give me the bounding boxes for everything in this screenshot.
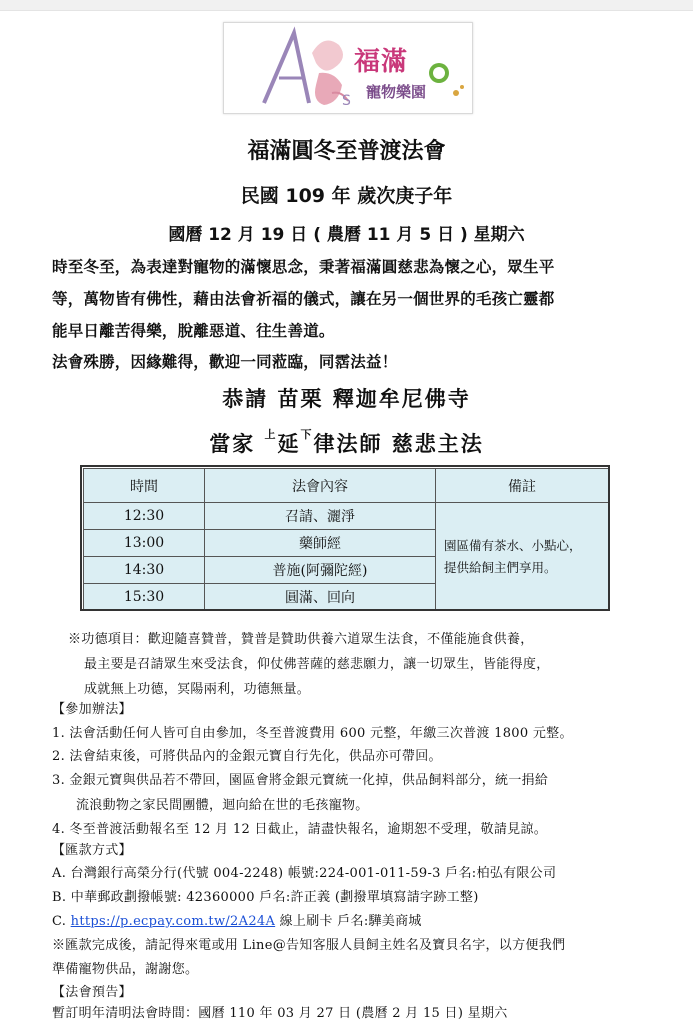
cell-time: 12:30 xyxy=(84,503,205,530)
cell-content: 召請、灑淨 xyxy=(205,503,436,530)
logo xyxy=(223,22,473,114)
preview-line: 暫訂明年清明法會時間：國曆 110 年 03 月 27 日 (農曆 2 月 15 日) 星期六 xyxy=(52,1006,508,1021)
schedule-table xyxy=(83,468,609,611)
host-name-b: 律法師 慈悲主法 xyxy=(313,431,484,456)
participate-item-3: 3. 金銀元寶與供品若不帶回，園區會將金銀元寶統一化掉，供品飼料部分，統一捐給 xyxy=(52,773,549,788)
participate-item-4: 4. 冬至普渡活動報名至 12 月 12 日截止，請盡快報名，逾期恕不受理，敬請見諒。 xyxy=(52,822,548,837)
participate-item-2: 2. 法會結束後，可將供品內的金銀元寶自行先化，供品亦可帶回。 xyxy=(52,749,442,764)
logo-text: 福滿 xyxy=(354,47,409,77)
cell-content: 藥師經 xyxy=(205,530,436,557)
ecpay-link[interactable]: https://p.ecpay.com.tw/2A24A xyxy=(70,914,276,929)
remit-c-suffix: 線上刷卡 戶名:驊美商城 xyxy=(275,914,422,929)
host-sup-2: 下 xyxy=(300,428,314,441)
event-title: 福滿圓冬至普渡法會 xyxy=(247,139,446,164)
cell-time: 15:30 xyxy=(84,584,205,611)
event-date: 國曆 12 月 19 日 ( 農曆 11 月 5 日 ) 星期六 xyxy=(168,225,525,245)
remit-option-a: A. 台灣銀行高榮分行(代號 004-2248) 帳號:224-001-011-59-3 戶名:柏弘有限公司 xyxy=(52,866,557,881)
merit-line-3: 成就無上功德，冥陽兩利，功德無量。 xyxy=(84,682,311,697)
logo-subtext: 寵物樂園 xyxy=(366,83,427,101)
logo-graphic xyxy=(224,23,472,113)
host-title: 當家 xyxy=(209,431,265,456)
participate-item-1: 1. 法會活動任何人皆可自由參加，冬至普渡費用 600 元整，年繳三次普渡 1800 元整。 xyxy=(52,726,573,741)
remit-note-1: ※匯款完成後，請記得來電或用 Line@告知客服人員飼主姓名及寶貝名字，以方便我們 xyxy=(52,938,566,953)
cell-time: 14:30 xyxy=(84,557,205,584)
col-header-content: 法會內容 xyxy=(205,469,436,503)
cell-content: 圓滿、回向 xyxy=(205,584,436,611)
intro-line-2: 等，萬物皆有佛性，藉由法會祈福的儀式，讓在另一個世界的毛孩亡靈都 xyxy=(52,290,555,308)
event-year: 民國 109 年 歲次庚子年 xyxy=(240,185,453,207)
host-sup-1: 上 xyxy=(264,428,278,441)
host-temple: 恭請 苗栗 釋迦牟尼佛寺 xyxy=(222,386,471,411)
remit-option-c xyxy=(52,910,422,929)
cell-time: 13:00 xyxy=(84,530,205,557)
intro-line-1: 時至冬至，為表達對寵物的滿懷思念，秉著福滿圓慈悲為懷之心，眾生平 xyxy=(52,258,555,276)
svg-text:S: S xyxy=(342,93,351,109)
col-header-note: 備註 xyxy=(436,469,609,503)
remit-note-2: 準備寵物供品，謝謝您。 xyxy=(52,962,199,977)
table-header-row xyxy=(84,469,609,503)
intro-line-4: 法會殊勝，因緣難得，歡迎一同蒞臨，同霑法益！ xyxy=(52,353,398,371)
merit-line-2: 最主要是召請眾生來受法食，仰仗佛菩薩的慈悲願力，讓一切眾生，皆能得度， xyxy=(84,657,550,672)
col-header-time: 時間 xyxy=(84,469,205,503)
cell-note xyxy=(436,503,609,611)
participate-item-3-cont: 流浪動物之家民間團體，迴向給在世的毛孩寵物。 xyxy=(76,798,369,813)
merit-line-1: ※功德項目：歡迎隨喜贊普，贊普是贊助供養六道眾生法食，不僅能施食供養， xyxy=(68,632,534,647)
table-row xyxy=(84,503,609,530)
intro-line-3: 能早日離苦得樂，脫離惡道、往生善道。 xyxy=(52,322,335,340)
note-line-1: 園區備有茶水、小點心， xyxy=(444,537,582,553)
host-name-a: 延 xyxy=(277,431,301,456)
remit-c-prefix: C. xyxy=(52,914,71,929)
note-line-2: 提供給飼主們享用。 xyxy=(444,559,557,575)
participate-heading: 【參加辦法】 xyxy=(52,702,132,717)
host-master xyxy=(0,428,693,458)
viewer-top-bar xyxy=(0,0,693,11)
remit-option-b: B. 中華郵政劃撥帳號: 42360000 戶名:許正義 (劃撥單填寫請字跡工整) xyxy=(52,890,479,905)
preview-heading: 【法會預告】 xyxy=(52,985,132,1000)
remit-heading: 【匯款方式】 xyxy=(52,843,132,858)
cell-content: 普施(阿彌陀經) xyxy=(205,557,436,584)
